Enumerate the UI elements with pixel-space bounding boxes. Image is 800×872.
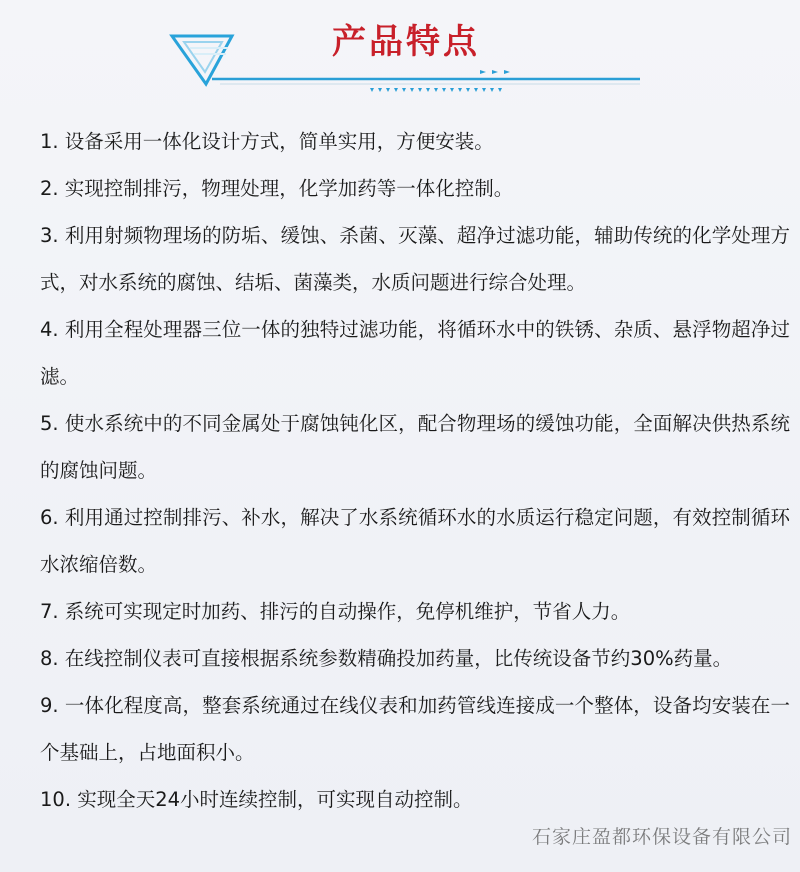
feature-item-2: 2. 实现控制排污，物理处理，化学加药等一体化控制。 <box>40 177 514 200</box>
section-title: 产品特点 <box>332 22 480 62</box>
feature-item-3: 3. 利用射频物理场的防垢、缓蚀、杀菌、灭藻、超净过滤功能，辅助传统的化学处理方式，对水系统的腐蚀、结垢、菌藻类，水质问题进行综合处理。 <box>40 224 790 294</box>
company-watermark: 石家庄盈都环保设备有限公司 <box>531 826 792 848</box>
triangle-emblem-icon <box>172 36 232 84</box>
feature-item-4: 4. 利用全程处理器三位一体的独特过滤功能，将循环水中的铁锈、杂质、悬浮物超净过滤。 <box>40 318 790 388</box>
feature-item-5: 5. 使水系统中的不同金属处于腐蚀钝化区，配合物理场的缓蚀功能，全面解决供热系统的腐蚀问题。 <box>40 412 790 482</box>
section-header <box>0 0 800 110</box>
feature-item-10: 10. 实现全天24小时连续控制，可实现自动控制。 <box>40 788 473 811</box>
dotted-accent <box>370 88 502 92</box>
feature-item-1: 1. 设备采用一体化设计方式，简单实用，方便安装。 <box>40 130 494 153</box>
feature-item-7: 7. 系统可实现定时加药、排污的自动操作，免停机维护，节省人力。 <box>40 600 631 623</box>
feature-item-6: 6. 利用通过控制排污、补水，解决了水系统循环水的水质运行稳定问题，有效控制循环水浓缩倍数。 <box>40 506 790 576</box>
feature-item-9: 9. 一体化程度高，整套系统通过在线仪表和加药管线连接成一个整体，设备均安装在一个基础上，占地面积小。 <box>40 694 790 764</box>
feature-item-8: 8. 在线控制仪表可直接根据系统参数精确投加药量，比传统设备节约30%药量。 <box>40 647 733 670</box>
feature-list <box>40 118 790 823</box>
